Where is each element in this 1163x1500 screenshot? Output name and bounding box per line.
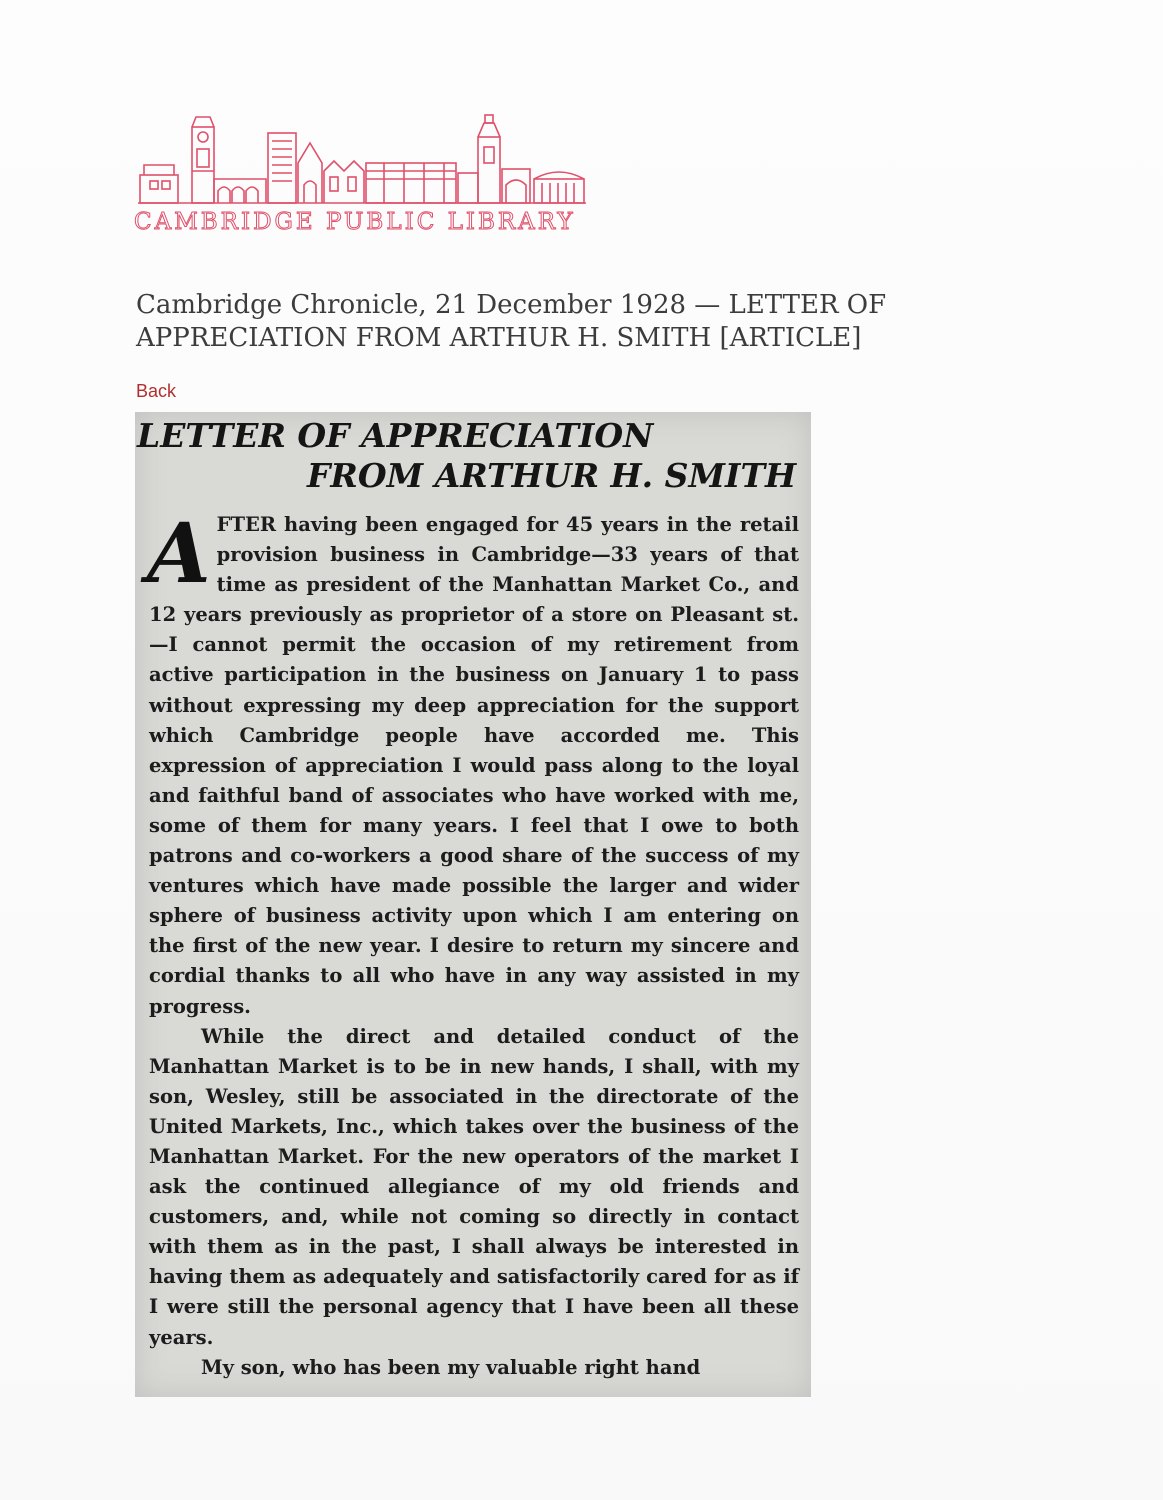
page-title: Cambridge Chronicle, 21 December 1928 — LETTER OF APPRECIATION FROM ARTHUR H. SMITH [ARTICLE] [136,290,887,353]
article-paragraph-partial: My son, who has been my valuable right hand [201,1355,701,1379]
article-paragraph: While the direct and detailed conduct of the Manhattan Market is to be in new hands, I shall, with my son, Wesley, still be associated in the directorate of the United Markets, Inc., which takes over the business of the Manhattan Market. For the new operators of the market I ask the continued allegiance of my old friends and customers, and, while not coming so directly in contact with them as in the past, I shall always be interested in having them as adequately and satisfactorily cared for as if I were still the personal agency that I have been all these years. [149,1024,799,1349]
newspaper-clipping-image [135,412,811,1397]
library-name-wordmark: CAMBRIDGE PUBLIC LIBRARY [134,209,576,235]
article-headline-line-1: LETTER OF APPRECIATION [137,416,654,455]
article-paragraph [147,506,799,1022]
skyline-logo-graphic [134,113,589,205]
article-body [147,506,799,1383]
paragraph-1-text: FTER having been engaged for 45 years in the retail provision business in Cambridge—33 years of that time as president of the Manhattan Market Co., and 12 years previously as proprietor of a store on Pleasant st.—I cannot permit the occasion of my retirement from active participation in the business on January 1 to pass without expressing my deep appreciation for the support which Cambridge people have accorded me. This expression of appreciation I would pass along to the loyal and faithful band of associates who have worked with me, some of them for many years. I feel that I owe to both patrons and co-workers a good share of the success of my ventures which have made possible the larger and wider sphere of business activity upon which I am entering on the first of the new year. I desire to return my sincere and cordial thanks to all who have in any way assisted in my progress. [149,513,799,1018]
drop-cap: A [147,506,211,602]
library-logo[interactable] [134,113,589,248]
back-link[interactable]: Back [136,381,177,401]
article-headline-line-2: FROM ARTHUR H. SMITH [307,456,797,495]
